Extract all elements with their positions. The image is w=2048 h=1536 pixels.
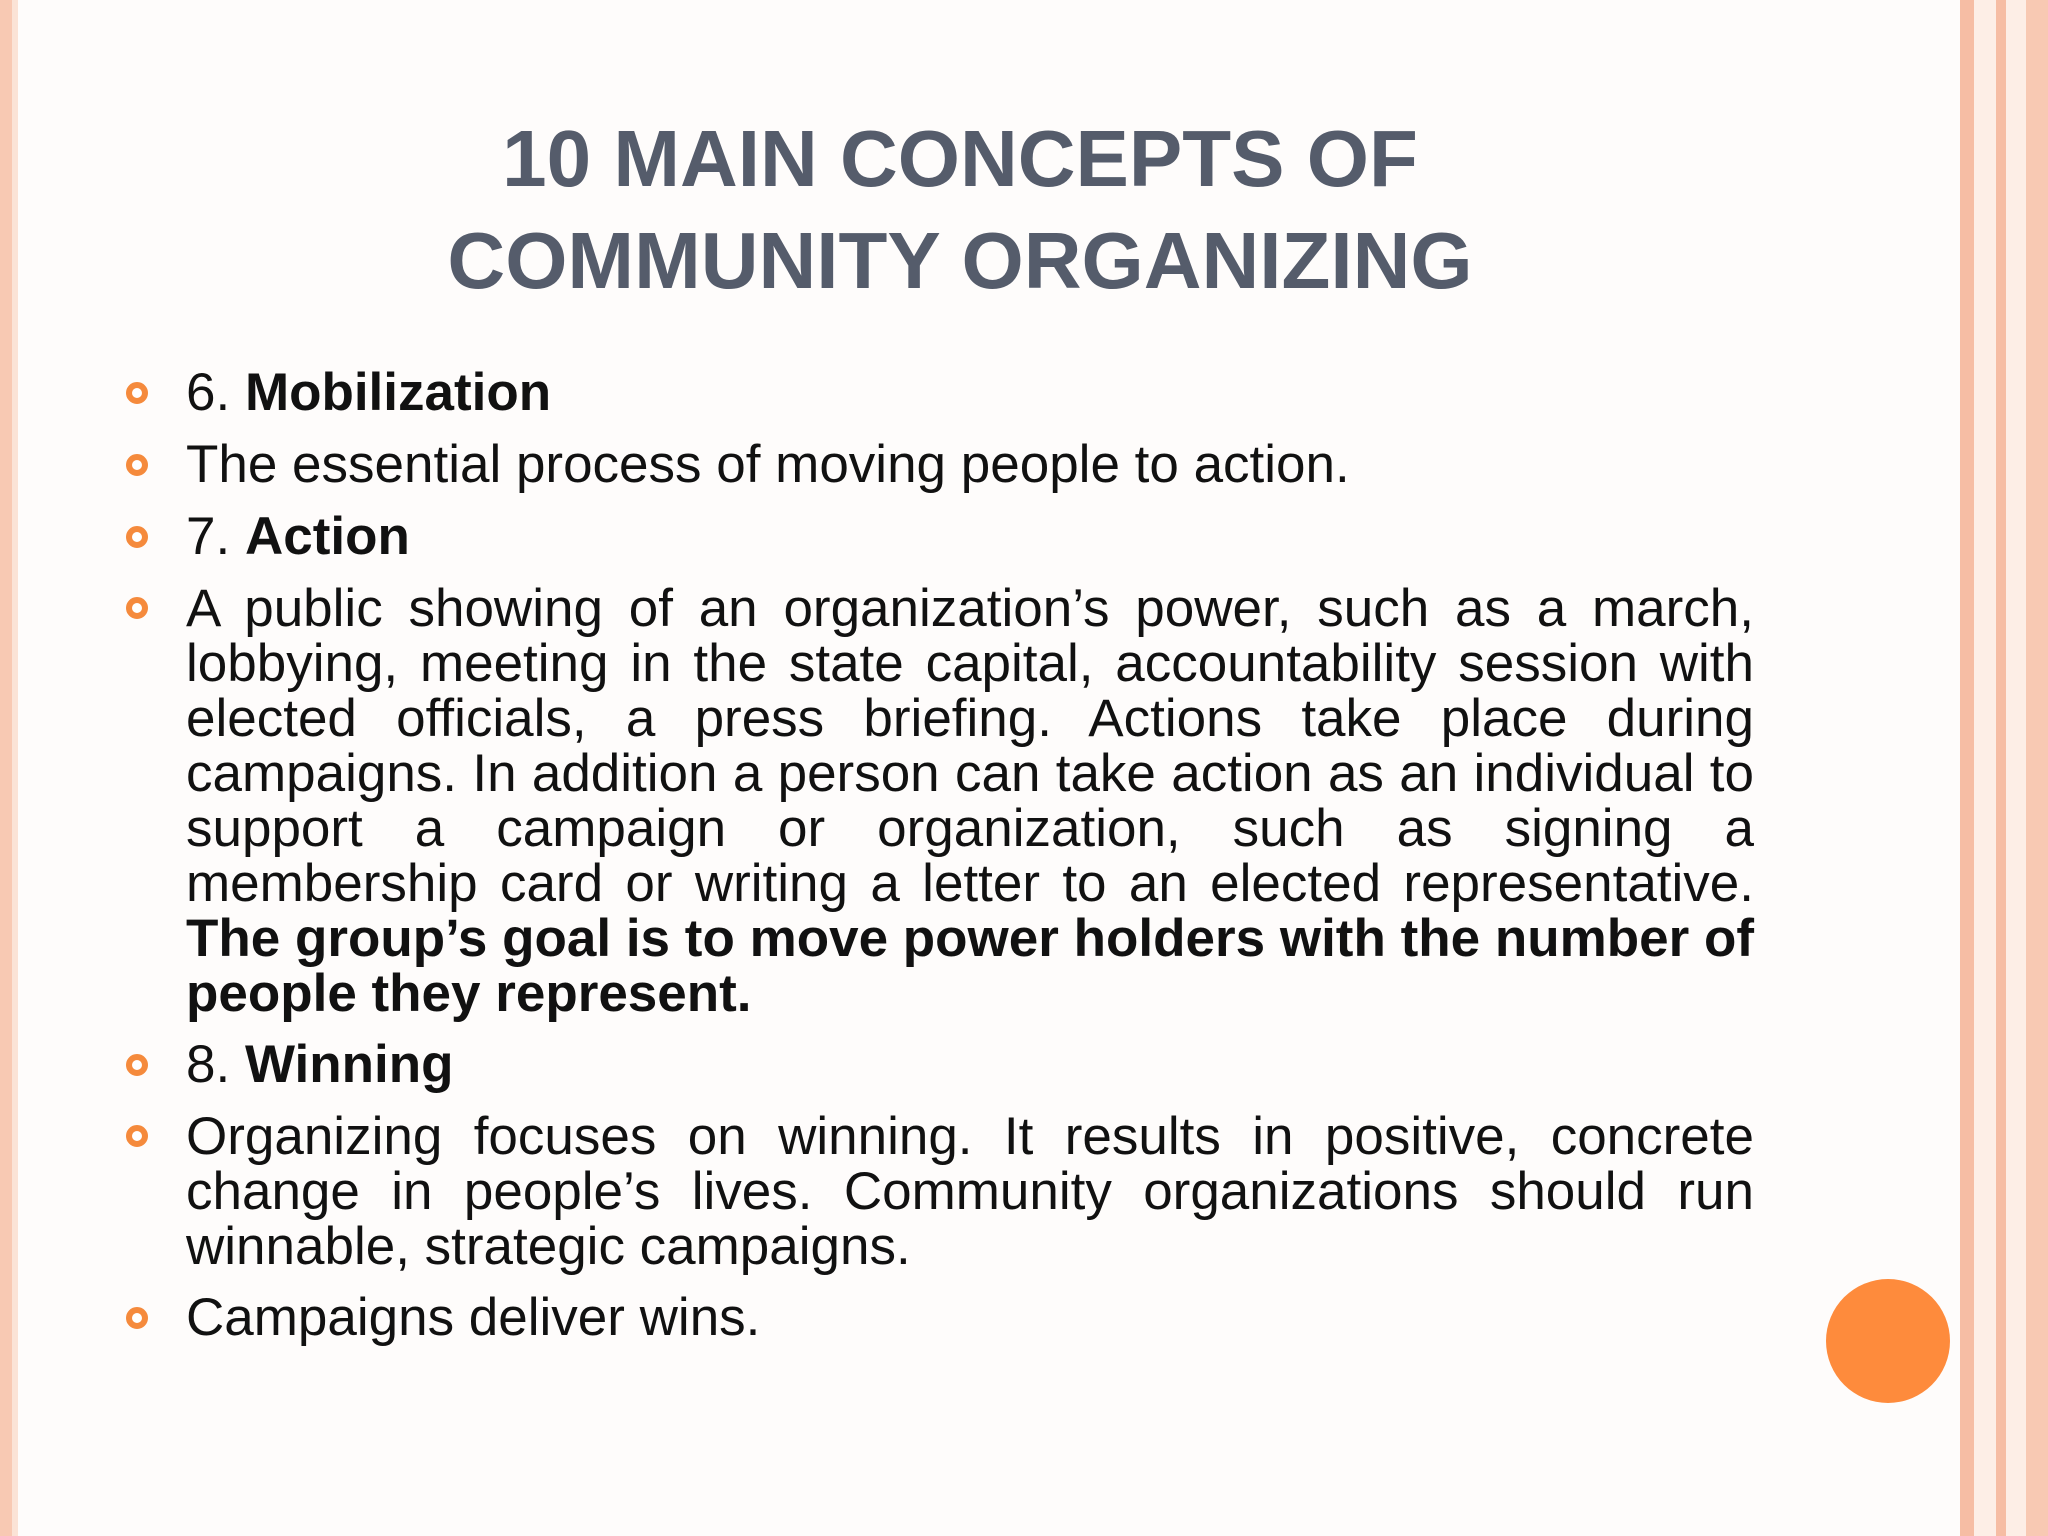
bullet-icon <box>126 1307 148 1329</box>
concept-number: 6. <box>186 363 245 422</box>
bullet-icon <box>126 597 148 619</box>
definition-text: Campaigns deliver wins. <box>186 1288 761 1347</box>
definition-text: The essential process of moving people to action. <box>186 435 1350 494</box>
concept-number: 8. <box>186 1035 245 1094</box>
right-border-stripe-4 <box>2006 0 2026 1536</box>
right-border-stripe-3 <box>1996 0 2006 1536</box>
orange-circle-decoration <box>1826 1279 1950 1403</box>
list-item-concept-8 <box>186 1029 1754 1101</box>
right-border-stripe-1 <box>1960 0 1974 1536</box>
left-border-stripe <box>0 0 12 1536</box>
right-border-stripe-5 <box>2026 0 2048 1536</box>
definition-text: A public showing of an organization’s power, such as a march, lobbying, meeting in the state capital, accountability session with elected officials, a press briefing. Actions take place during campaigns. In addition a person can take action as an individual to support a campaign or organization, such as signing a membership card or writing a letter to an elected representative. <box>186 579 1754 913</box>
definition-emphasis: The group’s goal is to move power holders with the number of people they represent. <box>186 909 1754 1023</box>
bullet-icon <box>126 1125 148 1147</box>
list-item-mobilization-definition <box>186 429 1754 501</box>
list-item-winning-definition <box>186 1109 1754 1274</box>
title-line-2: COMMUNITY ORGANIZING <box>447 216 1473 305</box>
bullet-icon <box>126 1054 148 1076</box>
title-line-1: 10 MAIN CONCEPTS OF <box>502 114 1418 203</box>
concept-term: Winning <box>244 1035 454 1094</box>
list-item-campaigns <box>186 1282 1754 1354</box>
slide-title <box>290 108 1630 312</box>
right-border-stripe-2 <box>1974 0 1996 1536</box>
bullet-icon <box>126 454 148 476</box>
bullet-icon <box>126 526 148 548</box>
definition-text: Organizing focuses on winning. It results in positive, concrete change in people’s lives. Community organizations should run winnable, strategic campaigns. <box>186 1107 1754 1276</box>
concept-term: Action <box>244 507 410 566</box>
list-item-action-definition <box>186 581 1754 1021</box>
bullet-icon <box>126 382 148 404</box>
concept-term: Mobilization <box>244 363 552 422</box>
concept-number: 7. <box>186 507 245 566</box>
left-border-inner-stripe <box>12 0 18 1536</box>
list-item-concept-6 <box>186 357 1754 429</box>
bullet-list <box>186 357 1754 1354</box>
list-item-concept-7 <box>186 501 1754 573</box>
